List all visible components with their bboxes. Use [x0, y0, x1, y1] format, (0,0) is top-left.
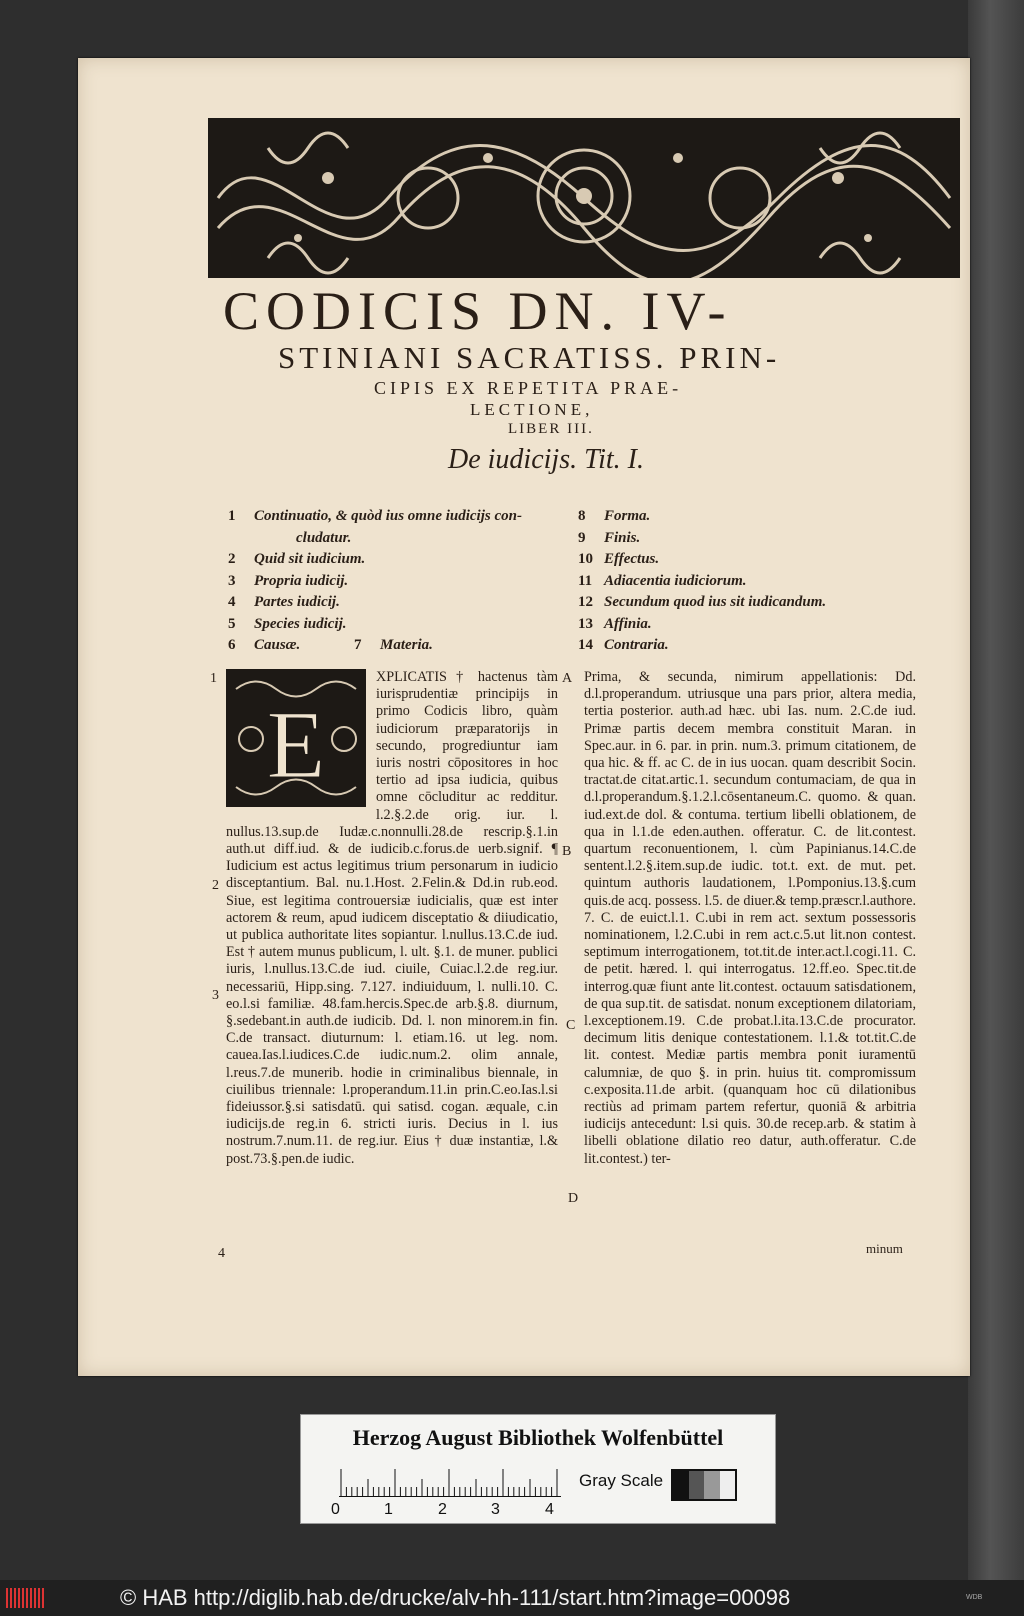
summary-text: Contraria.: [604, 637, 669, 653]
summary-item: [578, 614, 878, 636]
title-line-5: LIBER III.: [508, 421, 594, 437]
summary-item: [578, 571, 878, 593]
summary-left: [228, 506, 588, 657]
svg-text:E: E: [266, 691, 326, 798]
title-line-1: CODICIS DN. IV-: [223, 281, 733, 341]
library-color-card: [300, 1414, 776, 1524]
margin-letter: D: [568, 1191, 579, 1206]
summary-text: Partes iudicij.: [254, 594, 340, 610]
summary-item: [578, 635, 878, 657]
summary-item: [578, 506, 878, 528]
footer-bar: [0, 1580, 1024, 1616]
margin-number: 1: [210, 671, 217, 686]
summary-item: [578, 528, 878, 550]
tick-label: 1: [384, 1501, 393, 1518]
summary-text: Quid sit iudicium.: [254, 551, 366, 567]
body-right-text: Prima, & secunda, nimirum appellationis: Dd. d.l.properandum. utriusque una pars prior, altera media, tertia posterior. auth.ad hæc. ubi Ias. num. 2.C.de iud. Primæ partis decem membra constituit Maran. in Spec.aur. in 6. par. in prin. num.3. primum citationem, de qua hic. & ff. ac C. de in ius uocan. quam describit Socin. tractat.de citat.artic.1. secundum contumaciam, de qua in d.l.properandum.§.1.2.l.cōsentaneum.C. quomo. & quan. iud.ext.de dol. & contuma. tertium libelli oblationem, de qua in l.1.de eden.authen. offeratur. C. de lit.contest. quartum reconuentionem, l. cùm Papinianus.14.C.de sentent.l.2.§.item.sup.de iudic. tot.t. ext. de mut. pet. quintum authoris laudationem, l.Pomponius.13.§.cum quis.de acq. possess. l.5. de diuer.& temp.præscr.l.authore. 7. C. de euict.l.1. C.ubi in rem act. sextum possessoris nominationem, l.2.C.ubi in rem act.c.5.ut lit.non contest. septimum interrogationem, tot.tit.de inter.act.l.cogi.11. C. de petit. hæred. l. qui interrogatus. 12.ff.eo. Spec.tit.de interrog.quæ fiunt ante lit.contest. octauum satisdationem, de qua sup.tit. de satisdat. nonum exceptionem dilatoriam, l.exceptionem.19. C.de probat.l.ita.13.C.de procurator. decimum litis denique contestationem. l.1.& tot.tit.C.de lit. contest. Mediæ partis membra ponit iuramentū calumniæ, de quo §. in prin. huius tit. compromissum c.exposita.11.de arbit. (quanquam hoc cū dilationibus rectiùs ad primam partem refertur, quoniā & arbitria iudicijs antecedunt: l.si quis. 30.de recep.arb. & statim à libelli oblatione dilatio reo datur, auth.offeratur. C.de lit.contest.) ter-: [584, 669, 916, 1167]
gray-scale-bar: [671, 1469, 737, 1501]
book-page: [78, 58, 970, 1376]
margin-number: 3: [212, 988, 219, 1003]
summary-item: [228, 592, 588, 614]
margin-letter: B: [562, 844, 572, 859]
summary-num: 8: [578, 508, 586, 524]
summary-right: [578, 506, 878, 657]
summary-num: 10: [578, 551, 593, 567]
summary-num: 11: [578, 572, 593, 589]
ruler-scale: [339, 1467, 561, 1497]
margin-number: 2: [212, 878, 219, 893]
source-url[interactable]: © HAB http://diglib.hab.de/drucke/alv-hh-111/start.htm?image=00098: [120, 1585, 791, 1610]
margin-number: 4: [218, 1246, 225, 1261]
summary-text: Forma.: [604, 508, 651, 524]
summary-num: 3: [228, 572, 236, 589]
barcode-icon: [6, 1588, 44, 1608]
tick-label: 3: [491, 1501, 500, 1518]
summary-text: Materia.: [380, 637, 433, 653]
summary-text: Affinia.: [604, 615, 652, 632]
tick-label: 0: [331, 1501, 340, 1518]
summary-num: 13: [578, 615, 593, 632]
body-left-column: [226, 669, 558, 1269]
summary-text: Secundum quod ius sit iudicandum.: [604, 594, 827, 610]
book-edge: [968, 0, 1024, 1580]
catchword: minum: [866, 1241, 903, 1256]
title-line-3: CIPIS EX REPETITA PRAE-: [374, 378, 683, 398]
body-left-text: XPLICATIS † hactenus tàm iurisprudentiæ principijs in primo Codicis libro, quàm iudiciorum præparatorijs in secundo, progrediuntur iam iuris nostri cōpositores in hoc tertio ad ipsa iudicia, quibus omne cōcluditur ac redditur. l.2.§.2.de orig. iur. l. nullus.13.sup.de Iudæ.c.nonnulli.28.de rescrip.§.1.in auth.ut diff.iud. & de iudicib.c.forus.de uerb.signif. ¶ Iudicium est actus legitimus trium personarum in iudicio disceptantium. Bal. nu.1.Host. 2.Felin.& Dd.in rub.eod. Siue, est legitima controuersiæ iudicialis, quæ est inter actorem & reum, apud iudicem disceptatio & diiudicatio, ut publica authoritate lites sopiantur. l.nullus.13.C.de iud. Est † autem munus publicum, l. ult. §.1. de muner. publici iuris, l.nullus.13.C.de iud. ciuile, Cuiac.l.2.de reg.iur. necessariū, Hipp.sing. 7.127. indiuiduum, l. nulli.10. C. eo.l.si familiæ. 48.fam.hercis.Spec.de arb.§.8. diurnum, §.sedebant.in auth.de iudicib. Dd. l. non minorem.in fin. C.de transact. diuturnum: l. etiam.16. ut leg. nom. cauea.Ias.l.iudices.C.de iudic.num.2. olim annale, l.reus.7.de munerib. hodie in criminalibus biennale, in ciuilibus triennale: l.properandum.11.in prin.C.eo.Ias.l.si fideiussor.§.si satisdatū. qui satisd. cogan. æquale, c.in iudicijs.de reg.in 6. stricti iuris. Decius in l. ius nostrum.7.num.11. de reg.iur. Eius † duæ instantiæ, l.& post.73.§.pen.de iudic.: [226, 669, 558, 1167]
summary-item: [228, 549, 588, 571]
margin-letter: C: [566, 1018, 576, 1033]
summary-item: [228, 635, 588, 657]
tick-label: 2: [438, 1501, 447, 1518]
summary-num: 7: [354, 637, 362, 653]
corner-mark: WDB: [966, 1594, 983, 1601]
summary-num: 14: [578, 637, 593, 653]
title-line-4: LECTIONE,: [470, 400, 594, 419]
summary-num: 12: [578, 594, 593, 610]
summary-text: Finis.: [604, 529, 641, 546]
gray-scale-label: Gray Scale: [579, 1471, 664, 1490]
section-title: De iudicijs. Tit. I.: [448, 444, 644, 475]
summary-item: [228, 614, 588, 636]
title-line-2: STINIANI SACRATISS. PRIN-: [278, 340, 781, 375]
summary-num: 5: [228, 615, 236, 632]
summary-text: Species iudicij.: [254, 615, 347, 632]
summary-num: 4: [228, 594, 236, 610]
margin-letter: A: [562, 671, 573, 686]
summary-item: [228, 571, 588, 593]
summary-item: [228, 506, 588, 528]
summary-item: [578, 592, 878, 614]
summary-text: Causæ.: [254, 637, 301, 653]
summary-item-cont: cludatur.: [296, 529, 352, 546]
body-right-column: [584, 669, 916, 1244]
summary-num: 6: [228, 637, 236, 653]
summary-num: 9: [578, 529, 586, 546]
summary-num: 1: [228, 508, 236, 524]
summary-text: Effectus.: [604, 551, 660, 567]
tick-label: 4: [545, 1501, 554, 1518]
summary-text: Continuatio, & quòd ius omne iudicijs con-: [254, 508, 522, 524]
summary-text: Adiacentia iudiciorum.: [604, 572, 747, 589]
library-name: Herzog August Bibliothek Wolfenbüttel: [352, 1425, 724, 1450]
decorated-initial-e: [226, 669, 366, 807]
headpiece-ornament: [208, 118, 960, 278]
summary-item: [578, 549, 878, 571]
summary-num: 2: [228, 551, 236, 567]
summary-text: Propria iudicij.: [254, 572, 349, 589]
